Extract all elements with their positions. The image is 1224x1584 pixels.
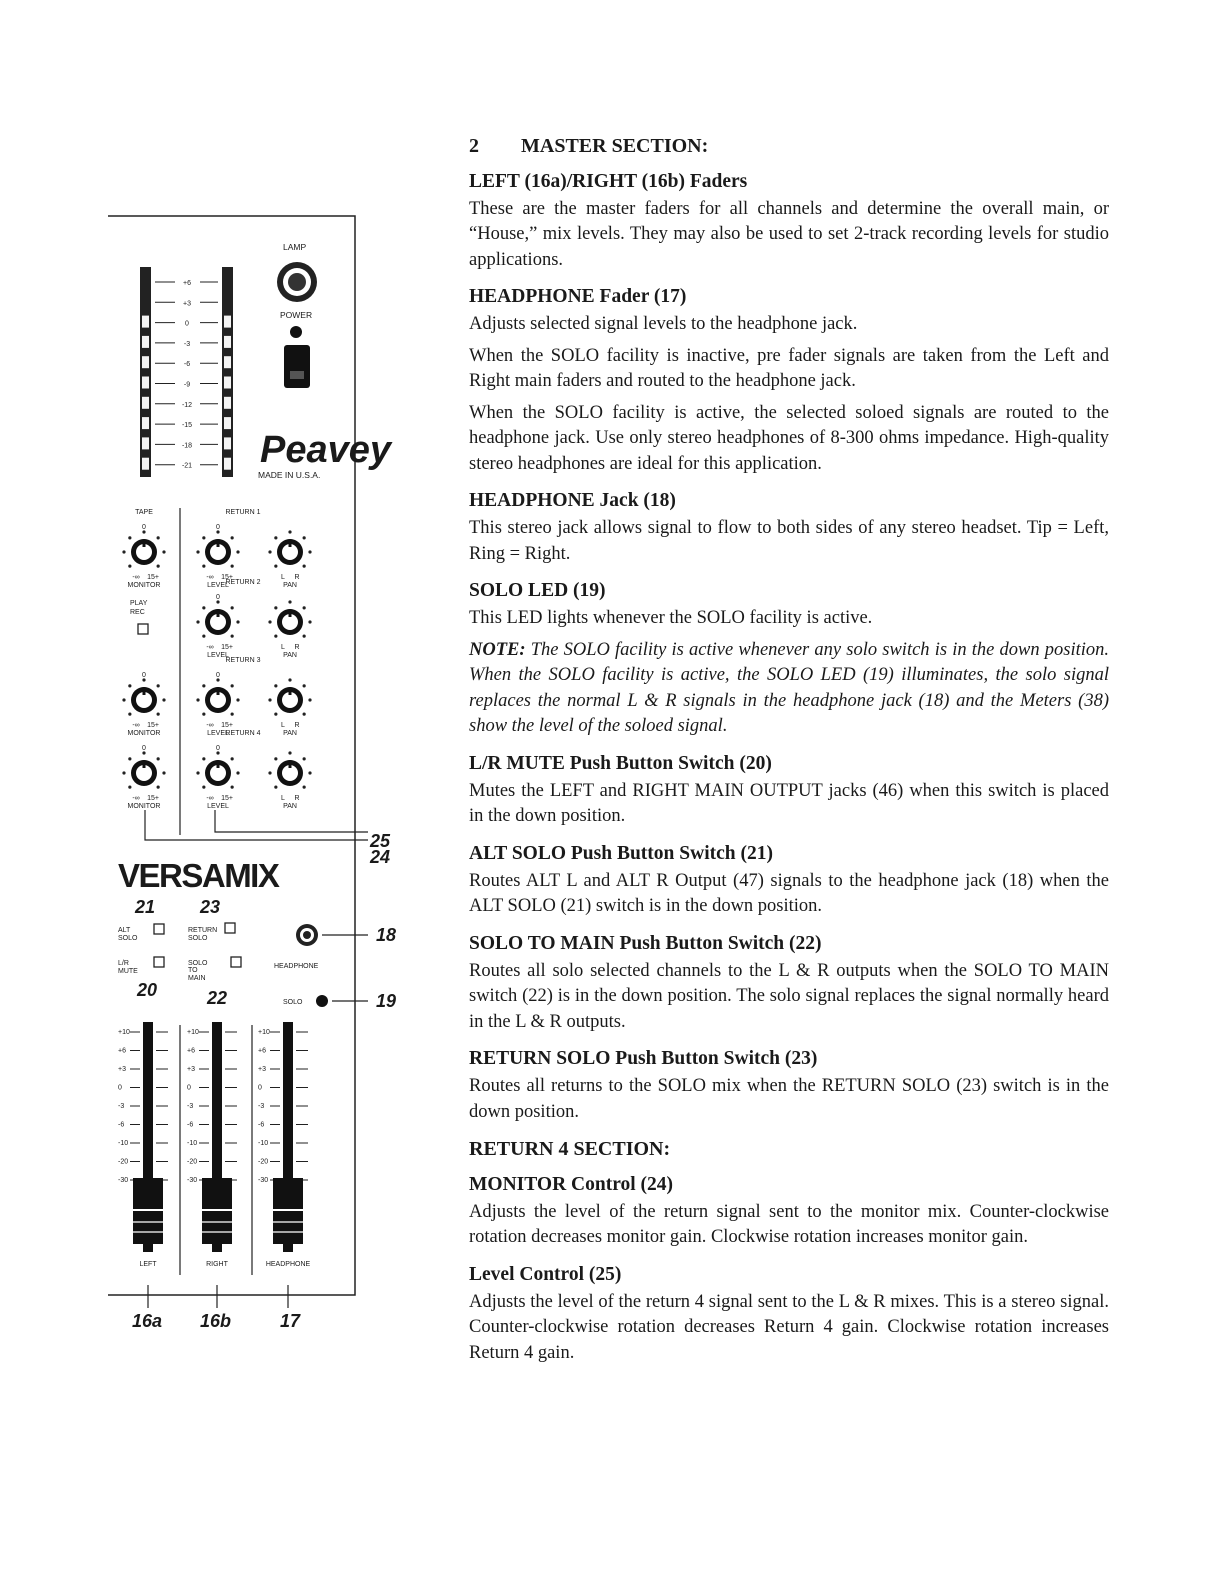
callout-18: 18 bbox=[376, 925, 397, 945]
alt-solo-label: ALT bbox=[118, 927, 131, 934]
item-heading: MONITOR Control (24) bbox=[469, 1173, 674, 1195]
pan-knob[interactable] bbox=[268, 678, 311, 715]
knob-mark-min: -∞ bbox=[132, 574, 140, 581]
tape-play-rec-switch[interactable] bbox=[138, 624, 148, 634]
knob-header-return: RETURN 3 bbox=[225, 657, 261, 664]
meter-scale-label: -12 bbox=[181, 401, 193, 409]
fader-right[interactable] bbox=[187, 1022, 237, 1268]
fader-scale-label: +6 bbox=[258, 1047, 266, 1055]
item-heading: SOLO TO MAIN Push Button Switch (22) bbox=[469, 932, 822, 954]
fader-scale-label: -10 bbox=[258, 1140, 269, 1147]
fader-scale-label: -3 bbox=[118, 1103, 125, 1110]
power-switch[interactable] bbox=[284, 345, 310, 388]
meter-scale-label: 0 bbox=[185, 320, 189, 328]
meter-scale-label: -3 bbox=[183, 340, 191, 348]
section-number: 2 bbox=[469, 135, 479, 157]
manual-item bbox=[469, 170, 1109, 274]
fader-scale-label: +10 bbox=[258, 1029, 270, 1036]
knob-mark-zero: 0 bbox=[142, 745, 146, 752]
knob-mark-l: L bbox=[281, 574, 285, 581]
meter-segment-left bbox=[142, 377, 149, 389]
fader-scale-label: -20 bbox=[187, 1158, 198, 1166]
manual-item bbox=[469, 1263, 1109, 1367]
item-paragraph: Routes all returns to the SOLO mix when the RETURN SOLO (23) switch is in the down position. bbox=[469, 1076, 1109, 1122]
fader-scale-label: -3 bbox=[258, 1103, 265, 1110]
callout-21: 21 bbox=[135, 897, 156, 917]
fader-scale-label: +6 bbox=[187, 1047, 195, 1055]
level-knob[interactable] bbox=[196, 751, 239, 788]
knob-mark-max: 15+ bbox=[147, 722, 159, 729]
item-heading: HEADPHONE Fader (17) bbox=[469, 286, 687, 307]
callout-23: 23 bbox=[200, 897, 221, 917]
item-paragraph: When the SOLO facility is inactive, pre fader signals are taken from the Left and Right main faders and routed to the headphone jack. bbox=[469, 345, 1109, 391]
text-column bbox=[469, 134, 1109, 1378]
monitor-knob[interactable] bbox=[122, 751, 165, 788]
meter-segment-left bbox=[142, 336, 149, 348]
manual-item bbox=[469, 752, 1109, 830]
meter-segment-right bbox=[224, 458, 231, 470]
knob-mark-r: R bbox=[294, 644, 300, 651]
meter-segment-left bbox=[142, 275, 149, 287]
return-solo-switch[interactable] bbox=[225, 923, 235, 933]
item-paragraph: When the SOLO facility is active, the selected soloed signals are routed to the headphone jack. Use only stereo headphones of 8-300 ohms impedance. High-quality stereo headphones are ideal for this application. bbox=[469, 402, 1109, 474]
item-paragraph: Routes ALT L and ALT R Output (47) signals to the headphone jack (18) when the ALT SOLO (21) switch is in the down position. bbox=[469, 870, 1109, 916]
meter-scale-label: -6 bbox=[183, 361, 191, 369]
play-label: PLAY bbox=[130, 600, 148, 607]
knob-header-return: RETURN 4 bbox=[225, 730, 261, 737]
callout-24: 24 bbox=[370, 847, 391, 867]
fader-scale-label: 0 bbox=[118, 1084, 122, 1092]
meter-scale-label: +3 bbox=[183, 300, 191, 308]
knob-mark-min: -∞ bbox=[132, 722, 140, 729]
fader-scale-label: -20 bbox=[258, 1158, 269, 1166]
lamp-socket bbox=[277, 262, 317, 302]
power-led bbox=[290, 326, 302, 338]
fader-scale-label: -10 bbox=[118, 1140, 129, 1147]
knob-mark-zero: 0 bbox=[142, 524, 146, 531]
alt-solo-switch[interactable] bbox=[154, 924, 164, 934]
knob-mark-zero: 0 bbox=[142, 672, 146, 679]
fader-label: HEADPHONE bbox=[265, 1261, 311, 1268]
knob-mark-zero: 0 bbox=[216, 524, 220, 531]
knob-header-return: RETURN 1 bbox=[225, 509, 261, 516]
fader-scale-label: -20 bbox=[118, 1158, 129, 1166]
knob-label-level: LEVEL bbox=[207, 582, 229, 589]
manual-item bbox=[469, 932, 1109, 1036]
fader-left[interactable] bbox=[118, 1022, 168, 1268]
solo-to-main-switch[interactable] bbox=[231, 957, 241, 967]
meter-segment-right bbox=[224, 316, 231, 328]
solo-led bbox=[316, 995, 328, 1007]
fader-scale-label: +3 bbox=[118, 1066, 126, 1073]
meter-segment-left bbox=[142, 437, 149, 449]
lr-mute-switch[interactable] bbox=[154, 957, 164, 967]
solo-led-label: SOLO bbox=[283, 999, 303, 1006]
svg-text:SOLO: SOLO bbox=[118, 935, 138, 942]
fader-scale-label: 0 bbox=[258, 1084, 262, 1092]
solo-to-main-label: SOLO bbox=[188, 960, 208, 967]
pan-knob[interactable] bbox=[268, 600, 311, 637]
knob-mark-zero: 0 bbox=[216, 594, 220, 601]
master-section-diagram bbox=[100, 210, 430, 1340]
meter-segment-right bbox=[224, 275, 231, 287]
meter-segment-right bbox=[224, 417, 231, 429]
level-knob[interactable] bbox=[196, 600, 239, 637]
return-solo-label: RETURN bbox=[188, 927, 218, 934]
power-label: POWER bbox=[280, 310, 313, 320]
headphone-jack[interactable] bbox=[296, 924, 318, 946]
manual-item bbox=[469, 579, 1109, 740]
monitor-knob[interactable] bbox=[122, 678, 165, 715]
callout-22: 22 bbox=[207, 988, 228, 1008]
knob-mark-max: 15+ bbox=[221, 644, 233, 651]
knob-label-pan: PAN bbox=[283, 730, 297, 737]
knob-mark-r: R bbox=[294, 795, 300, 802]
meter-scale-label: -21 bbox=[181, 462, 193, 470]
fader-scale-label: -6 bbox=[118, 1121, 125, 1129]
item-paragraph: Adjusts selected signal levels to the headphone jack. bbox=[469, 314, 858, 334]
callout-25: 25 bbox=[370, 831, 391, 851]
knob-mark-zero: 0 bbox=[216, 745, 220, 752]
callout-20: 20 bbox=[137, 980, 158, 1000]
knob-mark-max: 15+ bbox=[147, 795, 159, 802]
fader-scale-label: +3 bbox=[258, 1066, 266, 1073]
fader-scale-label: 0 bbox=[187, 1084, 191, 1092]
item-heading: SOLO LED (19) bbox=[469, 580, 606, 601]
callout-16a: 16a bbox=[132, 1311, 163, 1331]
fader-scale-label: -30 bbox=[258, 1177, 269, 1184]
meter-scale-label: +6 bbox=[183, 280, 191, 287]
fader-label: RIGHT bbox=[206, 1261, 228, 1268]
callout-16b: 16b bbox=[200, 1311, 232, 1331]
meter-segment-left bbox=[142, 316, 149, 328]
fader-scale-label: -30 bbox=[187, 1177, 198, 1184]
knob-mark-zero: 0 bbox=[216, 672, 220, 679]
fader-scale-label: +6 bbox=[118, 1047, 126, 1055]
item-paragraph: Adjusts the level of the return 4 signal sent to the L & R mixes. This is a stereo signal. Counter-clockwise rotation decreases Return 4 gain. Clockwise rotation increases Return 4 gain. bbox=[469, 1291, 1109, 1363]
fader-scale-label: -10 bbox=[187, 1140, 198, 1147]
knob-label-level: LEVEL bbox=[207, 803, 229, 810]
meter-scale-label: -15 bbox=[181, 422, 193, 430]
fader-scale-label: +10 bbox=[187, 1029, 199, 1036]
item-paragraph: Mutes the LEFT and RIGHT MAIN OUTPUT jacks (46) when this switch is placed in the down position. bbox=[469, 780, 1109, 826]
knob-label-pan: PAN bbox=[283, 803, 297, 810]
knob-mark-min: -∞ bbox=[206, 644, 214, 651]
knob-header-return: RETURN 2 bbox=[225, 579, 261, 586]
monitor-knob[interactable] bbox=[122, 530, 165, 567]
meter-segment-right bbox=[224, 437, 231, 449]
fader-scale-label: -3 bbox=[187, 1103, 194, 1110]
item-paragraph: Adjusts the level of the return signal sent to the monitor mix. Counter-clockwise rotation decreases monitor gain. Clockwise rotation increases monitor gain. bbox=[469, 1201, 1109, 1247]
svg-text:TO: TO bbox=[188, 967, 198, 974]
fader-scale-label: -30 bbox=[118, 1177, 129, 1184]
section-title: MASTER SECTION: bbox=[521, 135, 709, 157]
level-knob[interactable] bbox=[196, 678, 239, 715]
item-heading: L/R MUTE Push Button Switch (20) bbox=[469, 752, 772, 774]
knob-mark-max: 15+ bbox=[221, 722, 233, 729]
knob-mark-max: 15+ bbox=[221, 574, 233, 581]
knob-mark-min: -∞ bbox=[206, 722, 214, 729]
knob-mark-l: L bbox=[281, 722, 285, 729]
peavey-logo bbox=[260, 429, 393, 471]
knob-mark-r: R bbox=[294, 574, 300, 581]
svg-text:MAIN: MAIN bbox=[188, 975, 206, 982]
knob-label-monitor: MONITOR bbox=[127, 730, 161, 737]
item-paragraph: This stereo jack allows signal to flow to both sides of any stereo headset. Tip = Left, Ring = Right. bbox=[469, 518, 1109, 564]
knob-mark-min: -∞ bbox=[206, 795, 214, 802]
meter-segment-right bbox=[224, 295, 231, 307]
level-meters bbox=[140, 267, 233, 477]
meter-segment-left bbox=[142, 458, 149, 470]
callout-17: 17 bbox=[280, 1311, 301, 1331]
knob-mark-l: L bbox=[281, 644, 285, 651]
section-heading-return4: RETURN 4 SECTION: bbox=[469, 1138, 671, 1160]
knob-mark-r: R bbox=[294, 722, 300, 729]
meter-segment-left bbox=[142, 417, 149, 429]
meter-segment-left bbox=[142, 295, 149, 307]
made-in-usa: MADE IN U.S.A. bbox=[258, 470, 321, 480]
manual-item bbox=[469, 842, 1109, 920]
meter-segment-left bbox=[142, 356, 149, 368]
knob-mark-max: 15+ bbox=[221, 795, 233, 802]
note-label: NOTE: bbox=[469, 639, 526, 660]
item-paragraph: This LED lights whenever the SOLO facility is active. bbox=[469, 608, 873, 628]
item-heading: HEADPHONE Jack (18) bbox=[469, 490, 676, 511]
knob-label-monitor: MONITOR bbox=[127, 582, 161, 589]
level-knob[interactable] bbox=[196, 530, 239, 567]
knob-label-monitor: MONITOR bbox=[127, 803, 161, 810]
fader-scale-label: +3 bbox=[187, 1066, 195, 1073]
knob-header-tape: TAPE bbox=[135, 509, 153, 516]
fader-scale-label: +10 bbox=[118, 1029, 130, 1036]
knob-mark-max: 15+ bbox=[147, 574, 159, 581]
callout-19: 19 bbox=[376, 991, 397, 1011]
section-heading-master bbox=[469, 134, 1109, 160]
item-heading: ALT SOLO Push Button Switch (21) bbox=[469, 842, 773, 864]
pan-knob[interactable] bbox=[268, 530, 311, 567]
meter-segment-right bbox=[224, 356, 231, 368]
fader-scale-label: -6 bbox=[187, 1121, 194, 1129]
meter-scale-label: -9 bbox=[183, 381, 191, 389]
note-paragraph bbox=[469, 638, 1109, 740]
knob-label-level: LEVEL bbox=[207, 652, 229, 659]
item-heading: LEFT (16a)/RIGHT (16b) Faders bbox=[469, 170, 748, 192]
manual-item bbox=[469, 285, 1109, 477]
knob-label-pan: PAN bbox=[283, 652, 297, 659]
manual-item bbox=[469, 1173, 1109, 1251]
pan-knob[interactable] bbox=[268, 751, 311, 788]
knob-mark-l: L bbox=[281, 795, 285, 802]
knob-label-pan: PAN bbox=[283, 582, 297, 589]
fader-headphone[interactable] bbox=[258, 1022, 311, 1268]
meter-segment-right bbox=[224, 397, 231, 409]
versamix-brand: VERSAMIX bbox=[118, 857, 279, 894]
manual-item bbox=[469, 1047, 1109, 1125]
rec-label: REC bbox=[130, 609, 145, 616]
item-heading: RETURN SOLO Push Button Switch (23) bbox=[469, 1048, 818, 1069]
meter-segment-left bbox=[142, 397, 149, 409]
headphone-jack-label: HEADPHONE bbox=[274, 963, 319, 970]
item-heading: Level Control (25) bbox=[469, 1263, 622, 1285]
svg-text:SOLO: SOLO bbox=[188, 935, 208, 942]
lr-mute-label: L/R bbox=[118, 960, 129, 967]
knob-mark-min: -∞ bbox=[206, 574, 214, 581]
meter-scale-label: -18 bbox=[181, 442, 193, 450]
lamp-label: LAMP bbox=[283, 242, 307, 252]
meter-segment-right bbox=[224, 336, 231, 348]
fader-scale-label: -6 bbox=[258, 1121, 265, 1129]
svg-text:Peavey: Peavey bbox=[260, 429, 392, 471]
item-paragraph: These are the master faders for all channels and determine the overall main, or “House,” mix levels. They may also be used to set 2-track recording levels for studio applications. bbox=[469, 198, 1109, 270]
knob-mark-min: -∞ bbox=[132, 795, 140, 802]
note-text: The SOLO facility is active whenever any solo switch is in the down position. When the SOLO facility is active, the SOLO LED (19) illuminates, the solo signal replaces the normal L & R signals in the headphone jack (18) and the Meters (38) show the level of the soloed signal. bbox=[469, 639, 1109, 736]
knob-label-level: LEVEL bbox=[207, 730, 229, 737]
svg-text:MUTE: MUTE bbox=[118, 968, 138, 975]
manual-item bbox=[469, 489, 1109, 567]
fader-label: LEFT bbox=[139, 1261, 157, 1268]
item-paragraph: Routes all solo selected channels to the L & R outputs when the SOLO TO MAIN switch (22) is in the down position. The solo signal replaces the signal normally heard in the L & R outputs. bbox=[469, 960, 1109, 1032]
meter-segment-right bbox=[224, 377, 231, 389]
